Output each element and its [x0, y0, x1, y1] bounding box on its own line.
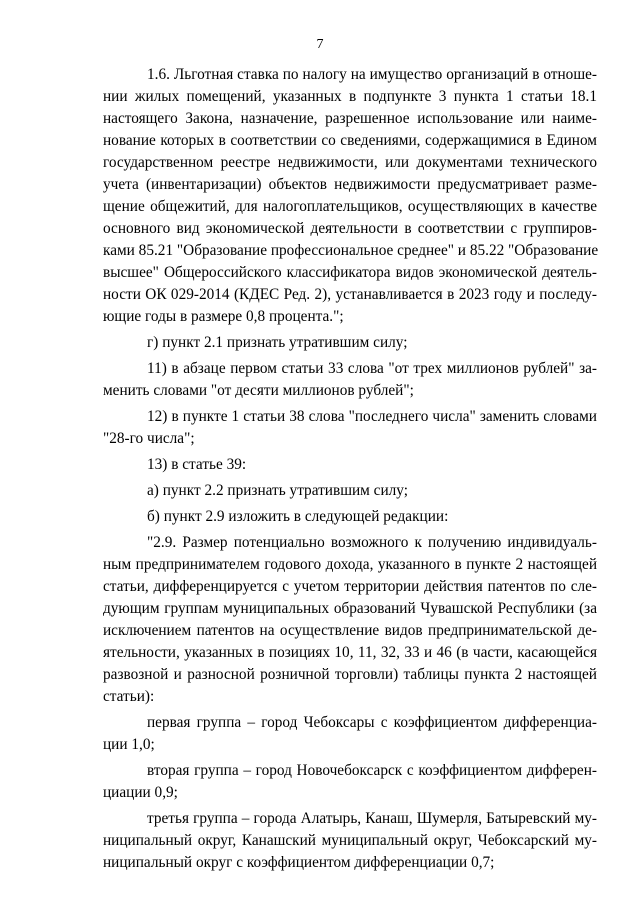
text-line: исключением патентов на осуществление видов предпринимательской де- — [103, 622, 597, 639]
text-line: ным предпринимателем годового дохода, указанного в пункте 2 настоящей — [103, 556, 597, 573]
text-line: менить словами "от десяти миллионов рублей"; — [103, 382, 414, 399]
text-line: 11) в абзаце первом статьи 33 слова "от трех миллионов рублей" за- — [147, 360, 597, 377]
text-line: а) пункт 2.2 признать утратившим силу; — [147, 482, 408, 499]
text-line: "28-го числа"; — [103, 430, 195, 447]
text-line: ниципальный округ с коэффициентом дифференциации 0,7; — [103, 854, 495, 871]
page-number: 7 — [316, 37, 324, 52]
text-line: первая группа – город Чебоксары с коэффициентом дифференциа- — [147, 714, 597, 731]
text-line: 12) в пункте 1 статьи 38 слова "последнего числа" заменить словами — [147, 408, 597, 425]
text-line: ятельности, указанных в позициях 10, 11, 32, 33 и 46 (в части, касающейся — [103, 644, 597, 661]
text-line: настоящего Закона, назначение, разрешенное использование или наиме- — [103, 110, 597, 127]
text-line: высшее" Общероссийского классификатора видов экономической деятель- — [103, 264, 597, 281]
text-line: основного вид экономической деятельности в соответствии с группиров- — [103, 220, 597, 237]
text-line: статьи, дифференцируется с учетом территории действия патентов по сле- — [103, 578, 597, 595]
text-line: 13) в статье 39: — [147, 456, 247, 473]
text-line: б) пункт 2.9 изложить в следующей редакции: — [147, 508, 449, 525]
text-line: ками 85.21 "Образование профессиональное среднее" и 85.22 "Образование — [103, 242, 599, 259]
text-line: третья группа – города Алатырь, Канаш, Шумерля, Батыревский му- — [147, 810, 597, 827]
text-line: ции 1,0; — [103, 736, 155, 753]
text-line: нование которых в соответствии со сведениями, содержащимися в Едином — [103, 132, 597, 149]
text-line: ниципальный округ, Канашский муниципальный округ, Чебоксарский му- — [103, 832, 597, 849]
text-line: г) пункт 2.1 признать утратившим силу; — [147, 334, 408, 351]
text-line: щение общежитий, для налогоплательщиков, осуществляющих в качестве — [103, 198, 597, 215]
text-line: вторая группа – город Новочебоксарск с коэффициентом дифферен- — [147, 762, 597, 779]
text-line: 1.6. Льготная ставка по налогу на имущество организаций в отноше- — [147, 66, 597, 83]
text-line: развозной и разносной розничной торговли) таблицы пункта 2 настоящей — [103, 666, 597, 683]
text-line: циации 0,9; — [103, 784, 178, 801]
text-line: статьи): — [103, 688, 155, 705]
text-line: ющие годы в размере 0,8 процента."; — [103, 308, 344, 325]
text-line: нии жилых помещений, указанных в подпункте 3 пункта 1 статьи 18.1 — [103, 88, 597, 105]
text-line: ности ОК 029-2014 (КДЕС Ред. 2), устанавливается в 2023 году и последу- — [103, 286, 597, 303]
text-line: учета (инвентаризации) объектов недвижимости предусматривает разме- — [103, 176, 597, 193]
text-line: государственном реестре недвижимости, или документами технического — [103, 154, 597, 171]
text-line: дующим группам муниципальных образований Чувашской Республики (за — [103, 600, 597, 617]
text-line: "2.9. Размер потенциально возможного к получению индивидуаль- — [147, 534, 597, 551]
